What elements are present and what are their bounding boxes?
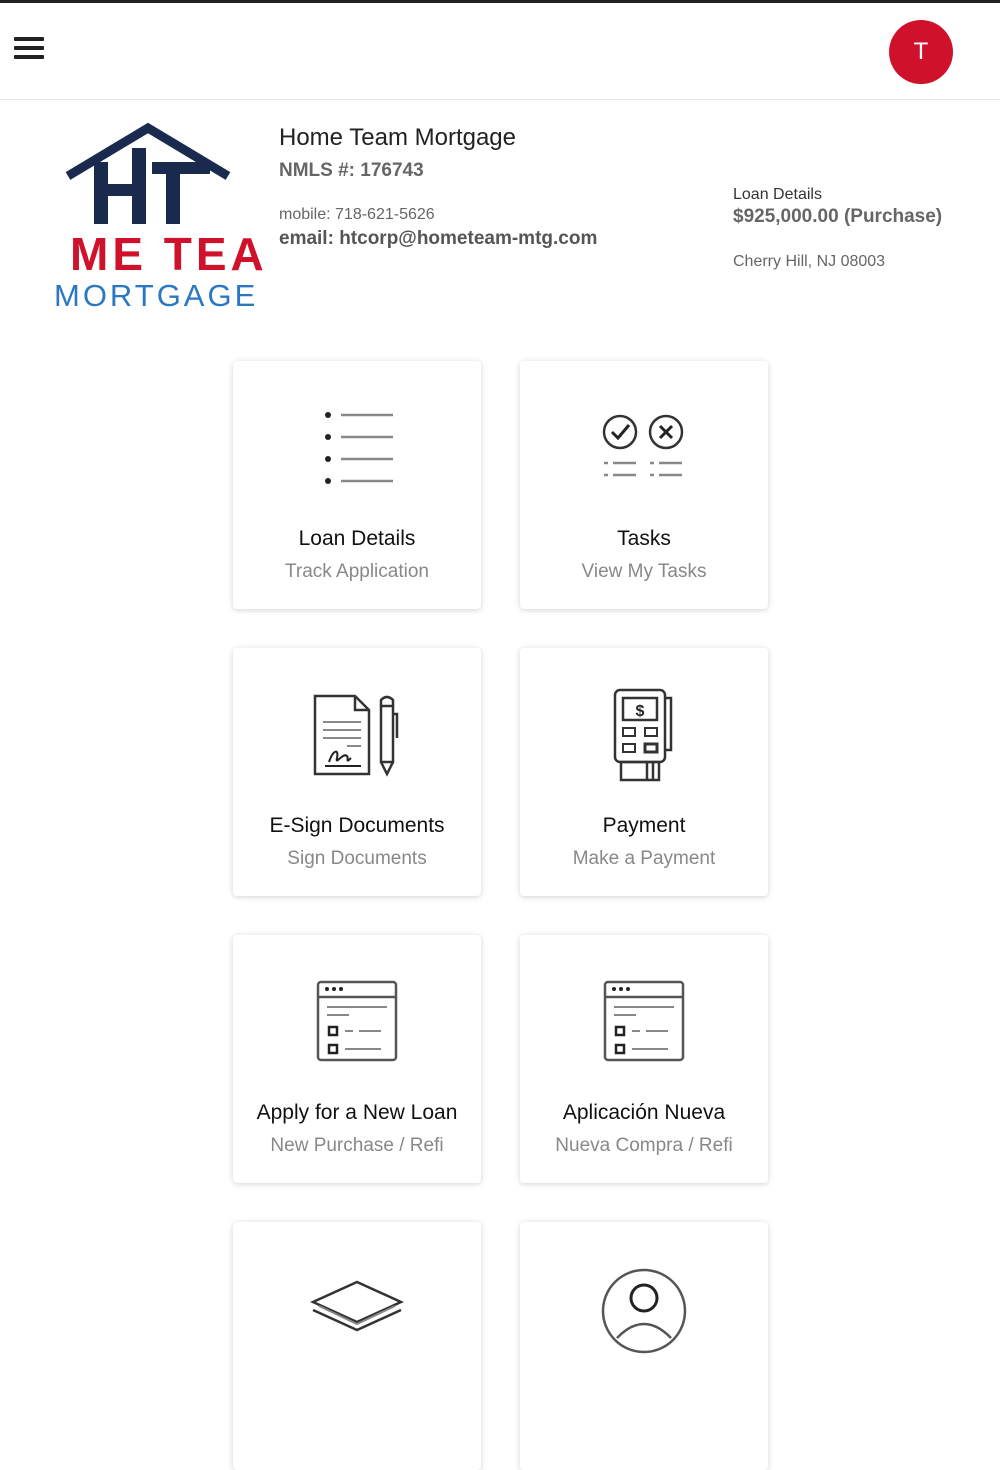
esign-icon xyxy=(311,692,403,778)
card-title: Aplicación Nueva xyxy=(562,1101,726,1124)
card-user-profile[interactable] xyxy=(520,1222,768,1470)
card-layers[interactable] xyxy=(233,1222,481,1470)
email-address[interactable]: email: htcorp@hometeam-mtg.com xyxy=(279,228,598,249)
application-form-icon xyxy=(315,979,399,1063)
avatar-initial: T xyxy=(913,38,929,65)
user-profile-icon xyxy=(599,1266,689,1356)
loan-location: Cherry Hill, NJ 08003 xyxy=(733,253,886,270)
nmls-number: NMLS #: 176743 xyxy=(279,160,424,181)
card-subtitle: Make a Payment xyxy=(572,848,716,869)
loan-summary xyxy=(733,186,942,271)
app-header xyxy=(0,3,1000,100)
user-avatar[interactable] xyxy=(889,20,953,84)
logo-text-line1: ME TEA xyxy=(70,228,268,280)
hamburger-menu-icon[interactable] xyxy=(14,37,44,61)
company-logo xyxy=(52,118,268,314)
logo-text-line2: MORTGAGE xyxy=(54,278,259,313)
svg-text:$: $ xyxy=(635,703,645,720)
card-title: Loan Details xyxy=(298,527,416,550)
card-subtitle: New Purchase / Refi xyxy=(270,1135,444,1156)
card-subtitle: View My Tasks xyxy=(581,561,707,582)
company-name: Home Team Mortgage xyxy=(279,124,516,151)
company-info xyxy=(279,124,597,250)
card-apply-new-loan[interactable] xyxy=(233,935,481,1183)
list-icon xyxy=(317,405,397,487)
card-title: Payment xyxy=(602,814,686,837)
card-payment[interactable] xyxy=(520,648,768,896)
card-title: E-Sign Documents xyxy=(269,814,445,837)
loan-summary-label: Loan Details xyxy=(733,186,822,203)
card-aplicacion-nueva[interactable] xyxy=(520,935,768,1183)
card-esign-documents[interactable] xyxy=(233,648,481,896)
card-tasks[interactable] xyxy=(520,361,768,609)
payment-terminal-icon xyxy=(611,686,677,784)
card-loan-details[interactable] xyxy=(233,361,481,609)
mobile-phone[interactable]: mobile: 718-621-5626 xyxy=(279,206,435,223)
tasks-icon xyxy=(602,413,686,481)
layers-icon xyxy=(309,1278,405,1334)
card-title: Tasks xyxy=(617,527,671,550)
card-subtitle: Track Application xyxy=(285,561,429,582)
application-form-icon xyxy=(602,979,686,1063)
card-title: Apply for a New Loan xyxy=(256,1101,458,1124)
loan-amount: $925,000.00 (Purchase) xyxy=(733,206,943,227)
card-subtitle: Sign Documents xyxy=(287,848,427,869)
card-subtitle: Nueva Compra / Refi xyxy=(555,1135,733,1156)
